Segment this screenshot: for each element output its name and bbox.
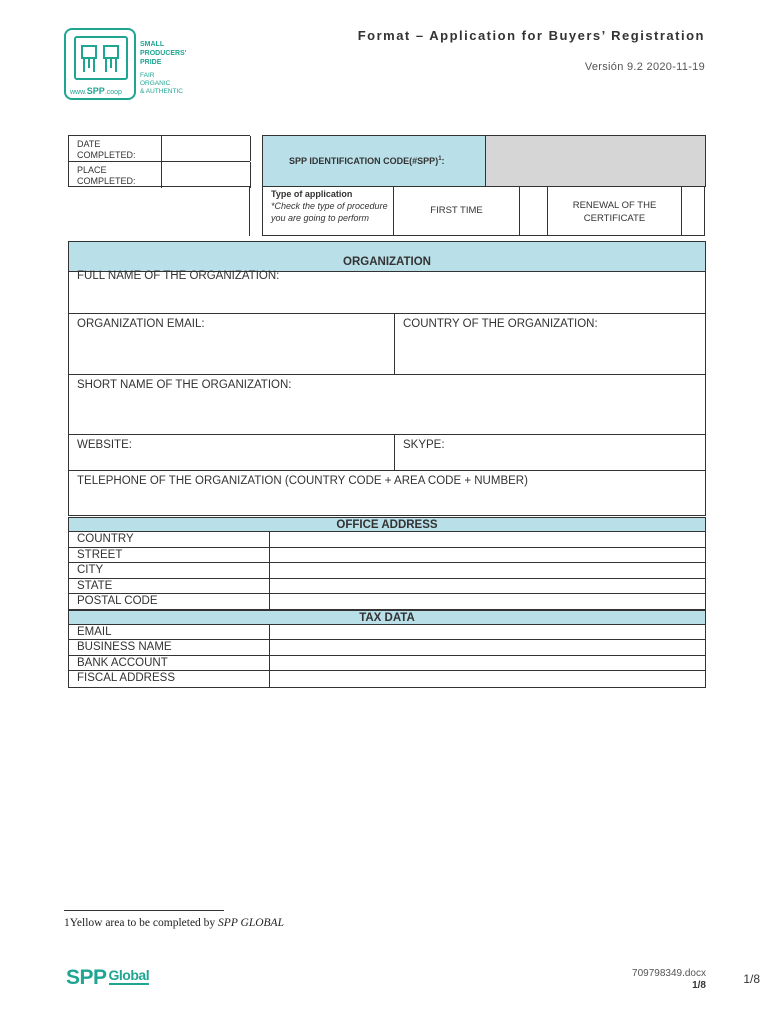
full-name-label: FULL NAME OF THE ORGANIZATION:: [77, 270, 280, 282]
spp-logo: [64, 28, 204, 102]
tax-row: [69, 656, 705, 672]
address-city-input[interactable]: [269, 563, 705, 578]
address-label: POSTAL CODE: [77, 595, 158, 607]
organization-heading: ORGANIZATION: [69, 242, 705, 272]
doc-page: 1/8: [692, 980, 706, 991]
date-label: DATE COMPLETED:: [77, 139, 136, 160]
tax-fiscal-address-input[interactable]: [269, 671, 705, 687]
address-street-input[interactable]: [269, 548, 705, 563]
address-row: [69, 532, 705, 548]
document-title: Format – Application for Buyers’ Registration: [357, 28, 705, 43]
tax-label: BUSINESS NAME: [77, 641, 172, 653]
office-address-heading: OFFICE ADDRESS: [69, 517, 705, 532]
place-row: [69, 162, 250, 188]
tax-row: [69, 640, 705, 656]
tax-row: [69, 625, 705, 641]
tax-label: EMAIL: [77, 625, 112, 638]
place-field[interactable]: [161, 162, 251, 188]
logo-url: www.SPP.coop: [70, 86, 122, 96]
tax-row: [69, 671, 705, 687]
short-name-label: SHORT NAME OF THE ORGANIZATION:: [77, 379, 292, 391]
address-label: CITY: [77, 564, 104, 576]
footer-brand-logo: SPP Global: [66, 966, 150, 989]
address-row: [69, 563, 705, 579]
renewal-option: RENEWAL OF THE CERTIFICATE: [547, 187, 681, 235]
application-type-label: Type of application *Check the type of procedure you are going to perform: [271, 189, 388, 223]
address-postal-input[interactable]: [269, 594, 705, 609]
application-type-box: [262, 187, 705, 236]
place-label: PLACE COMPLETED:: [77, 165, 136, 186]
renewal-checkbox[interactable]: [681, 187, 705, 235]
skype-label: SKYPE:: [403, 439, 445, 451]
tax-label: FISCAL ADDRESS: [77, 672, 175, 684]
address-label: COUNTRY: [77, 533, 134, 545]
logo-tagline: FAIR ORGANIC & AUTHENTIC: [140, 72, 183, 95]
address-state-input[interactable]: [269, 579, 705, 594]
email-field[interactable]: [69, 314, 394, 374]
doc-filename: 709798349.docx: [632, 968, 706, 979]
logo-name: SMALL PRODUCERS' PRIDE: [140, 41, 187, 66]
website-label: WEBSITE:: [77, 439, 132, 451]
address-row: [69, 579, 705, 595]
tax-label: BANK ACCOUNT: [77, 656, 168, 669]
telephone-field[interactable]: [69, 471, 705, 515]
address-tax-table: [68, 517, 706, 688]
logo-symbol-icon: [74, 36, 128, 80]
tax-email-input[interactable]: [269, 625, 705, 640]
organization-table: [68, 241, 706, 516]
page-number: 1/8: [743, 972, 760, 986]
short-name-field[interactable]: [69, 375, 705, 435]
footnote-separator: [64, 910, 224, 911]
date-place-box: [68, 135, 250, 187]
tax-bank-account-input[interactable]: [269, 656, 705, 671]
divider: [249, 187, 250, 236]
address-row: [69, 548, 705, 564]
website-field[interactable]: [69, 435, 394, 470]
spp-id-box: [262, 135, 705, 187]
logo-frame: [64, 28, 136, 100]
email-country-row: [69, 314, 705, 375]
first-time-checkbox[interactable]: [519, 187, 547, 235]
first-time-option: FIRST TIME: [393, 187, 519, 235]
address-row: [69, 594, 705, 610]
footer-doc-info: [632, 968, 706, 992]
website-skype-row: [69, 435, 705, 471]
tax-data-heading: TAX DATA: [69, 610, 705, 625]
date-row: [69, 136, 250, 162]
full-name-field[interactable]: [69, 270, 705, 314]
address-country-input[interactable]: [269, 532, 705, 547]
footnote: 1Yellow area to be completed by SPP GLOBAL: [64, 917, 284, 929]
date-field[interactable]: [161, 136, 251, 161]
address-label: STREET: [77, 548, 123, 561]
spp-id-label: SPP IDENTIFICATION CODE(#SPP)$^1$:: [289, 156, 445, 166]
skype-field[interactable]: [394, 435, 705, 470]
country-label: COUNTRY OF THE ORGANIZATION:: [403, 318, 598, 330]
email-label: ORGANIZATION EMAIL:: [77, 318, 205, 330]
document-version: Versión 9.2 2020-11-19: [584, 61, 705, 73]
country-field[interactable]: [394, 314, 705, 374]
tax-business-name-input[interactable]: [269, 640, 705, 655]
address-label: STATE: [77, 579, 113, 592]
telephone-label: TELEPHONE OF THE ORGANIZATION (COUNTRY CODE + AREA CODE + NUMBER): [77, 475, 528, 487]
spp-id-field[interactable]: [485, 135, 706, 187]
